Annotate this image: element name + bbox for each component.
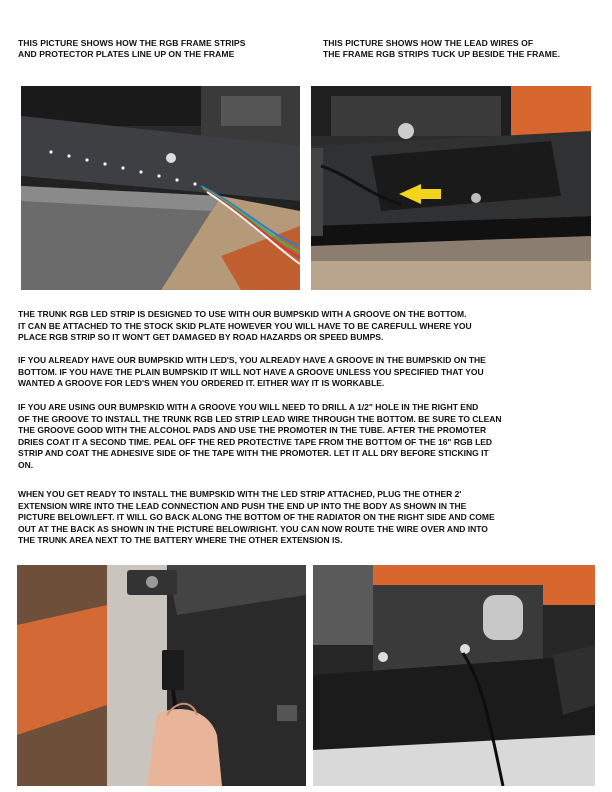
paragraph-trunk-strip: THE TRUNK RGB LED STRIP IS DESIGNED TO USE WITH OUR BUMPSKID WITH A GROOVE ON THE BOTTOM. IT CAN BE ATTACHED TO THE STOCK SKID PLATE HOWEVER YOU WILL HAVE TO BE CAREFULL WHERE YOU PLACE RGB STRIP SO IT WON'T GET DAMAGED BY ROAD HAZARDS OR SPEED BUMPS. xyxy=(18,309,472,343)
caption-lead-wires: THIS PICTURE SHOWS HOW THE LEAD WIRES OF THE FRAME RGB STRIPS TUCK UP BESIDE THE FRAME. xyxy=(323,38,561,60)
photo-wire-exit-back xyxy=(313,565,595,786)
photo-lead-wires-frame xyxy=(311,86,591,290)
photo-extension-connector xyxy=(17,565,306,786)
caption-frame-strips: THIS PICTURE SHOWS HOW THE RGB FRAME STRIPS AND PROTECTOR PLATES LINE UP ON THE FRAME xyxy=(18,38,246,60)
paragraph-bumpskid-groove: IF YOU ALREADY HAVE OUR BUMPSKID WITH LED'S, YOU ALREADY HAVE A GROOVE IN THE BUMPSKID ON THE BOTTOM. IF YOU HAVE THE PLAIN BUMPSKID IT WILL NOT HAVE A GROOVE UNLESS YOU SPECIFIED THAT YOU WANTED A GROOVE FOR LED'S WHEN YOU ORDERED IT. EITHER WAY IT IS WORKABLE. xyxy=(18,355,486,389)
paragraph-drill-install: IF YOU ARE USING OUR BUMPSKID WITH A GROOVE YOU WILL NEED TO DRILL A 1/2" HOLE IN THE RIGHT END OF THE GROOVE TO INSTALL THE TRUNK RGB LED STRIP LEAD WIRE THROUGH THE BOTTOM. BE SURE TO CLEAN THE GROOVE GOOD WITH THE ALCOHOL PADS AND USE THE PROMOTER IN THE TUBE. AFTER THE PROMOTER DRIES COAT IT A SECOND TIME. PEAL OFF THE RED PROTECTIVE TAPE FROM THE BOTTOM OF THE 16" RGB LED STRIP AND COAT THE ADHESIVE SIDE OF THE TAPE WITH THE PROMOTER. LET IT ALL DRY BEFORE STICKING IT ON. xyxy=(18,402,502,470)
photo-frame-rgb-strips xyxy=(21,86,300,290)
paragraph-extension-wire: WHEN YOU GET READY TO INSTALL THE BUMPSKID WITH THE LED STRIP ATTACHED, PLUG THE OTHER 2' EXTENSION WIRE INTO THE LEAD CONNECTION AND PUSH THE END UP INTO THE BODY AS SHOWN IN THE PICTURE BELOW/LEFT. IT WILL GO BACK ALONG THE BOTTOM OF THE RADIATOR ON THE RIGHT SIDE AND COME OUT AT THE BACK AS SHOWN IN THE PICTURE BELOW/RIGHT. YOU CAN NOW ROUTE THE WIRE OVER AND INTO THE TRUNK AREA NEXT TO THE BATTERY WHERE THE OTHER EXTENSION IS. xyxy=(18,489,495,546)
